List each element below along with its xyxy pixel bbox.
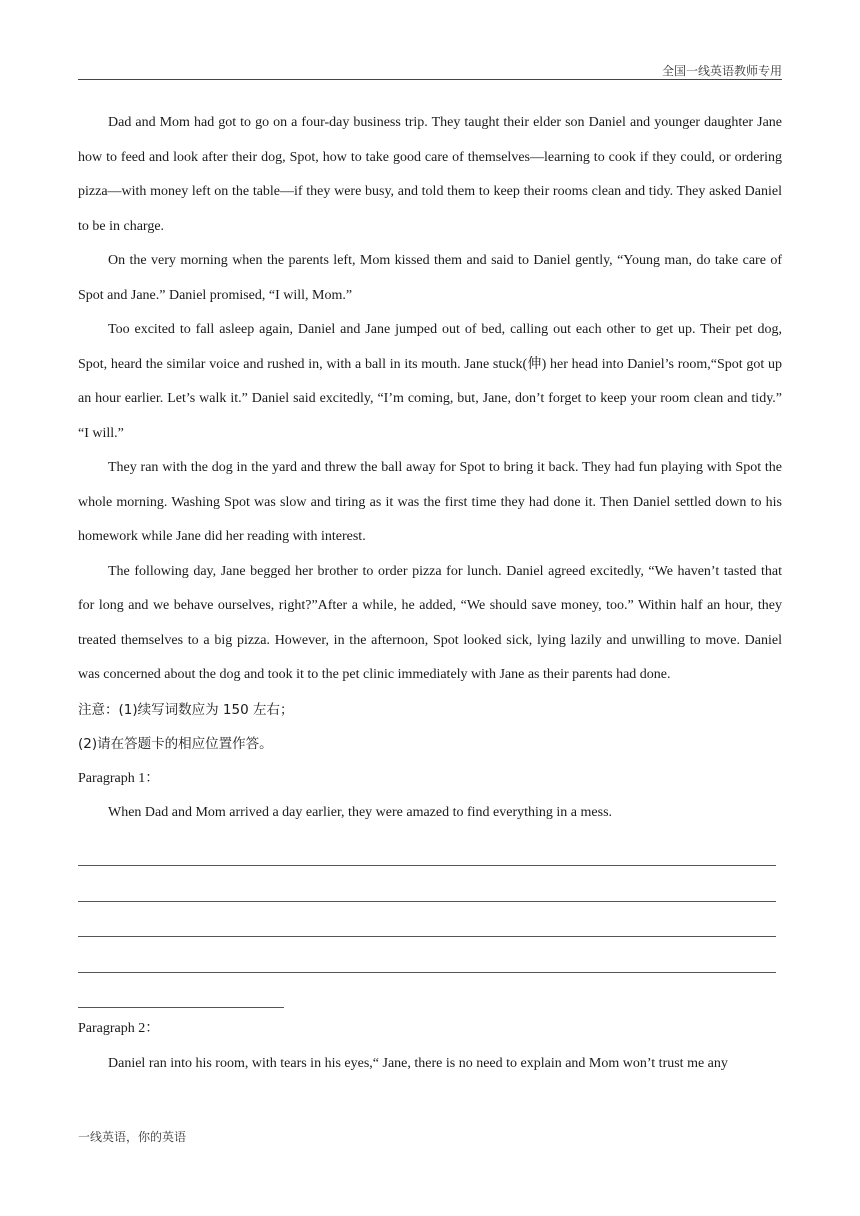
- answer-line[interactable]: [78, 843, 776, 866]
- story-paragraph-1: Dad and Mom had got to go on a four-day business trip. They taught their elder son Daniel and younger daughter Jane how to feed and look after their dog, Spot, how to take good care of themselves—learning to cook if they could, or ordering pizza—with money left on the table—if they were busy, and told them to keep their rooms clean and tidy. They asked Daniel to be in charge.: [78, 115, 782, 234]
- document-body: [78, 106, 782, 1081]
- page-footer: 一线英语，你的英语: [78, 1130, 187, 1144]
- note-answer-sheet: (2)请在答题卡的相应位置作答。: [78, 736, 273, 752]
- story-paragraph-2: On the very morning when the parents left, Mom kissed them and said to Daniel gently, “Young man, do take care of Spot and Jane.” Daniel promised, “I will, Mom.”: [78, 253, 782, 303]
- answer-line-short[interactable]: [78, 985, 284, 1008]
- page-header: 全国一线英语教师专用: [661, 64, 782, 78]
- paragraph-1-label: Paragraph 1：: [78, 770, 160, 786]
- answer-line[interactable]: [78, 914, 776, 937]
- paragraph-1-prompt: When Dad and Mom arrived a day earlier, they were amazed to find everything in a mess.: [108, 805, 613, 820]
- story-paragraph-5: The following day, Jane begged her brother to order pizza for lunch. Daniel agreed excitedly, “We haven’t tasted that for long and we behave ourselves, right?”After a while, he added, “We should save money, too.” Within half an hour, they treated themselves to a big pizza. However, in the afternoon, Spot looked sick, lying lazily and unwilling to move. Daniel was concerned about the dog and took it to the pet clinic immediately with Jane as their parents had done.: [78, 563, 782, 682]
- note-word-count: 注意：(1)续写词数应为 150 左右；: [78, 701, 294, 718]
- header-divider: [78, 79, 782, 80]
- story-paragraph-4: They ran with the dog in the yard and threw the ball away for Spot to bring it back. They had fun playing with Spot the whole morning. Washing Spot was slow and tiring as it was the first time they had done it. Then Daniel settled down to his homework while Jane did her reading with interest.: [78, 460, 782, 544]
- answer-line[interactable]: [78, 879, 776, 902]
- paragraph-2-label: Paragraph 2：: [78, 1021, 160, 1036]
- paragraph-2-prompt: Daniel ran into his room, with tears in his eyes,“ Jane, there is no need to explain and Mom won’t trust me any: [108, 1055, 728, 1071]
- answer-line[interactable]: [78, 950, 776, 973]
- story-paragraph-3: Too excited to fall asleep again, Daniel and Jane jumped out of bed, calling out each other to get up. Their pet dog, Spot, heard the similar voice and rushed in, with a ball in its mouth. Jane stuck(伸) her head into Daniel’s room,“Spot got up an hour earlier. Let’s walk it.” Daniel said excitedly, “I’m coming, but, Jane, don’t forget to keep your room clean and tidy.” “I will.”: [78, 322, 782, 441]
